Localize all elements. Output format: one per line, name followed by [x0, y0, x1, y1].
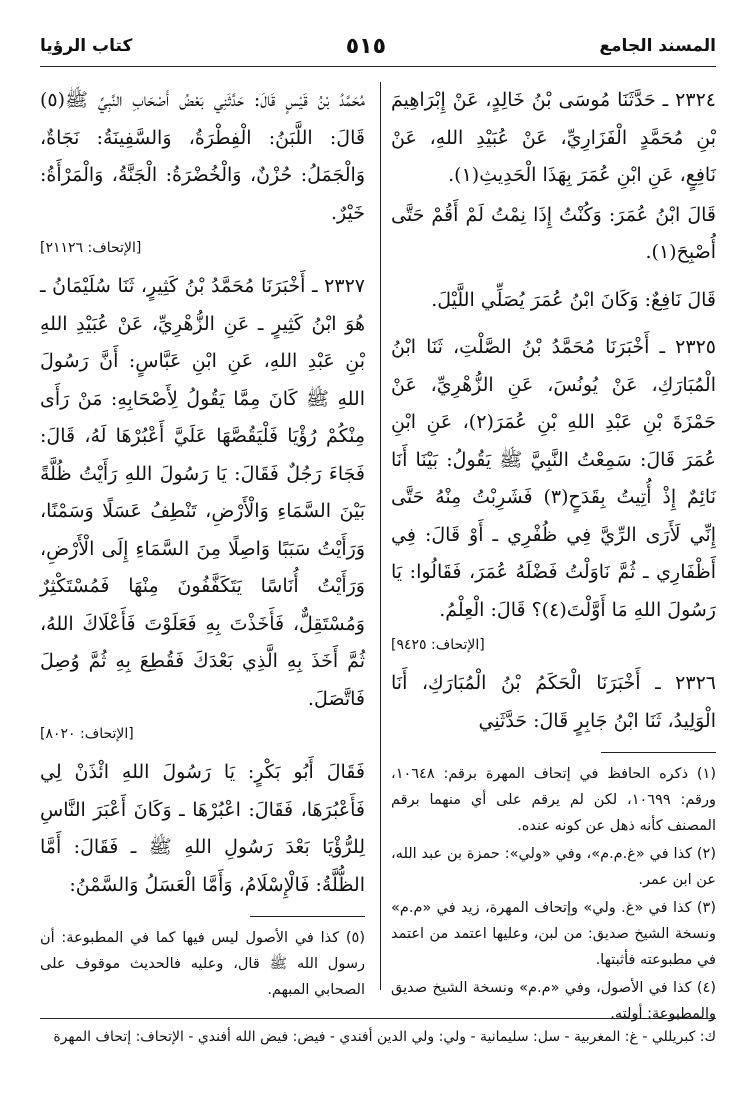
- hadith-2325: ٢٣٢٥ ـ أَخْبَرَنَا مُحَمَّدُ بْنُ الصَّلْتِ، ثَنَا ابْنُ الْمُبَارَكِ، عَنْ يُونُسَ، عَنِ الزُّهْرِيِّ، عَنْ حَمْزَةَ بْنِ عَبْدِ اللهِ بْنِ عُمَرَ(٢)، عَنِ ابْنِ عُمَرَ قَالَ: سَمِعْتُ النَّبِيَّ ﷺ يَقُولُ: بَيْنَا أَنَا نَائِمٌ إِذْ أُتِيتُ بِقَدَحٍ(٣) فَشَرِبْتُ مِنْهُ حَتَّى إِنِّي لَأَرَى الرِّيَّ فِي ظُفْرِي ـ أَوْ قَالَ: فِي أَظْفَارِي ـ ثُمَّ نَاوَلْتُ فَضْلَهُ عُمَرَ، فَقَالُوا: يَا رَسُولَ اللهِ مَا أَوَّلْتَ(٤)؟ قَالَ: الْعِلْمُ.: [391, 336, 716, 621]
- ibn-umar-note: قَالَ ابْنُ عُمَرَ: وَكُنْتُ إِذَا نِمْتُ لَمْ أَقُمْ حَتَّى أُصْبِحَ(١).: [391, 203, 716, 263]
- hadith-2326: ٢٣٢٦ ـ أَخْبَرَنَا الْحَكَمُ بْنُ الْمُبَارَكِ، أَنَا الْوَلِيدُ، ثَنَا ابْنُ جَابِرٍ قَالَ: حَدَّثَنِي: [391, 672, 716, 732]
- right-footnotes: [391, 761, 716, 1027]
- ithaf-reference: [الإتحاف: ٨٠٢٠]: [40, 726, 134, 742]
- page-header: [40, 28, 716, 64]
- footnote-rule: [250, 916, 365, 917]
- hadith-2327: ٢٣٢٧ ـ أَخْبَرَنَا مُحَمَّدُ بْنُ كَثِيرٍ، ثَنَا سُلَيْمَانُ ـ هُوَ ابْنُ كَثِيرٍ ـ عَنِ الزُّهْرِيِّ، عَنْ عُبَيْدِ اللهِ بْنِ عَبْدِ اللهِ، عَنِ ابْنِ عَبَّاسٍ: أَنَّ رَسُولَ اللهِ ﷺ كَانَ مِمَّا يَقُولُ لِأَصْحَابِهِ: مَنْ رَأَى مِنْكُمْ رُؤْيَا فَلْيَقُصَّهَا عَلَيَّ أَعْبُرْهَا لَهُ، قَالَ: فَجَاءَ رَجُلٌ فَقَالَ: يَا رَسُولَ اللهِ رَأَيْتُ ظُلَّةً بَيْنَ السَّمَاءِ وَالْأَرْضِ، تَنْطِفُ عَسَلًا وَسَمْنًا، وَرَأَيْتُ سَبَبًا وَاصِلًا مِنَ السَّمَاءِ إِلَى الْأَرْضِ، وَرَأَيْتُ أُنَاسًا يَتَكَفَّفُونَ مِنْهَا فَمُسْتَكْثِرٌ وَمُسْتَقِلٌّ، فَأَخَذْتَ بِهِ فَعَلَوْتَ فَأَعْلَاكَ اللهُ، ثُمَّ أَخَذَ بِهِ الَّذِي بَعْدَكَ فَقُطِعَ بِهِ ثُمَّ وُصِلَ فَاتَّصَلَ.: [40, 275, 365, 710]
- footnote-5: (٥) كذا في الأصول ليس فيها كما في المطبوعة: أن رسول الله ﷺ قال، وعليه فالحديث موقوف على الصحابي المبهم.: [40, 930, 365, 998]
- left-footnotes: [40, 925, 365, 1003]
- footnote-3: (٣) كذا في «غ. ولي» وإتحاف المهرة، زيد في «م.م» ونسخة الشيخ صديق: من لبن، وعليها اعتمد من اعتمد في مطبوعته فأثبتها.: [391, 900, 716, 968]
- ithaf-reference: [الإتحاف: ٢١١٢٦]: [40, 240, 142, 256]
- ithaf-reference: [الإتحاف: ٩٤٢٥]: [391, 637, 485, 653]
- left-column: [40, 82, 365, 1005]
- footnote-4: (٤) كذا في الأصول، وفي «م.م» ونسخة الشيخ صديق والمطبوعة: أولته.: [391, 980, 716, 1022]
- column-divider: [380, 82, 381, 990]
- chapter-title: كتاب الرؤيا: [40, 36, 133, 56]
- footnote-1: (١) ذكره الحافظ في إتحاف المهرة برقم: ١٠٦٤٨، ورقم: ١٠٦٩٩، لكن لم يرقم على أي منهما برقم المصنف كأنه ذهل عن كونه عنده.: [391, 766, 716, 834]
- hadith-2324: ٢٣٢٤ ـ حَدَّثَنَا مُوسَى بْنُ خَالِدٍ، عَنْ إِبْرَاهِيمَ بْنِ مُحَمَّدٍ الْفَزَارِيِّ، عَنْ عُبَيْدِ اللهِ، عَنْ نَافِعٍ، عَنِ ابْنِ عُمَرَ بِهَذَا الْحَدِيثِ(١).: [391, 89, 716, 186]
- page-number: ٥١٥: [345, 33, 387, 59]
- footnote-2: (٢) كذا في «غ.م.م»، وفي «ولي»: حمزة بن عبد الله، عن ابن عمر.: [391, 846, 716, 888]
- footer-rule: [40, 1018, 716, 1019]
- footnote-rule: [601, 752, 716, 753]
- header-rule: [40, 66, 716, 67]
- right-column: [391, 82, 716, 1029]
- hadith-2326-continued: مُحَمَّدُ بْنُ قَيْسٍ قَالَ: حَدَّثَنِي بَعْضُ أَصْحَابِ النَّبِيِّ ﷺ(٥) قَالَ: اللَّبَنُ: الْفِطْرَةُ، وَالسَّفِينَةُ: نَجَاةٌ، وَالْجَمَلُ: حُزْنٌ، وَالْخُضْرَةُ: الْجَنَّةُ، وَالْمَرْأَةُ: خَيْرٌ.: [40, 89, 365, 224]
- nafi-note: قَالَ نَافِعٌ: وَكَانَ ابْنُ عُمَرَ يُصَلِّي اللَّيْلَ.: [431, 288, 716, 311]
- abu-bakr-interpretation: فَقَالَ أَبُو بَكْرٍ: يَا رَسُولَ اللهِ ائْذَنْ لِي فَأَعْبُرَهَا، فَقَالَ: اعْبُرْهَا ـ وَكَانَ أَعْبَرَ النَّاسِ لِلرُّؤْيَا بَعْدَ رَسُولِ اللهِ ﷺ ـ فَقَالَ: أَمَّا الظُّلَّةُ: فَالْإِسْلَامُ، وَأَمَّا الْعَسَلُ وَالسَّمْنُ:: [40, 761, 365, 896]
- abbreviations-key: ك: كبريللي - غ: المغربية - سل: سليمانية - ولي: ولي الدين أفندي - فيض: فيض الله أفندي - الإتحاف: إتحاف المهرة: [53, 1029, 716, 1045]
- book-title: المسند الجامع: [599, 36, 716, 56]
